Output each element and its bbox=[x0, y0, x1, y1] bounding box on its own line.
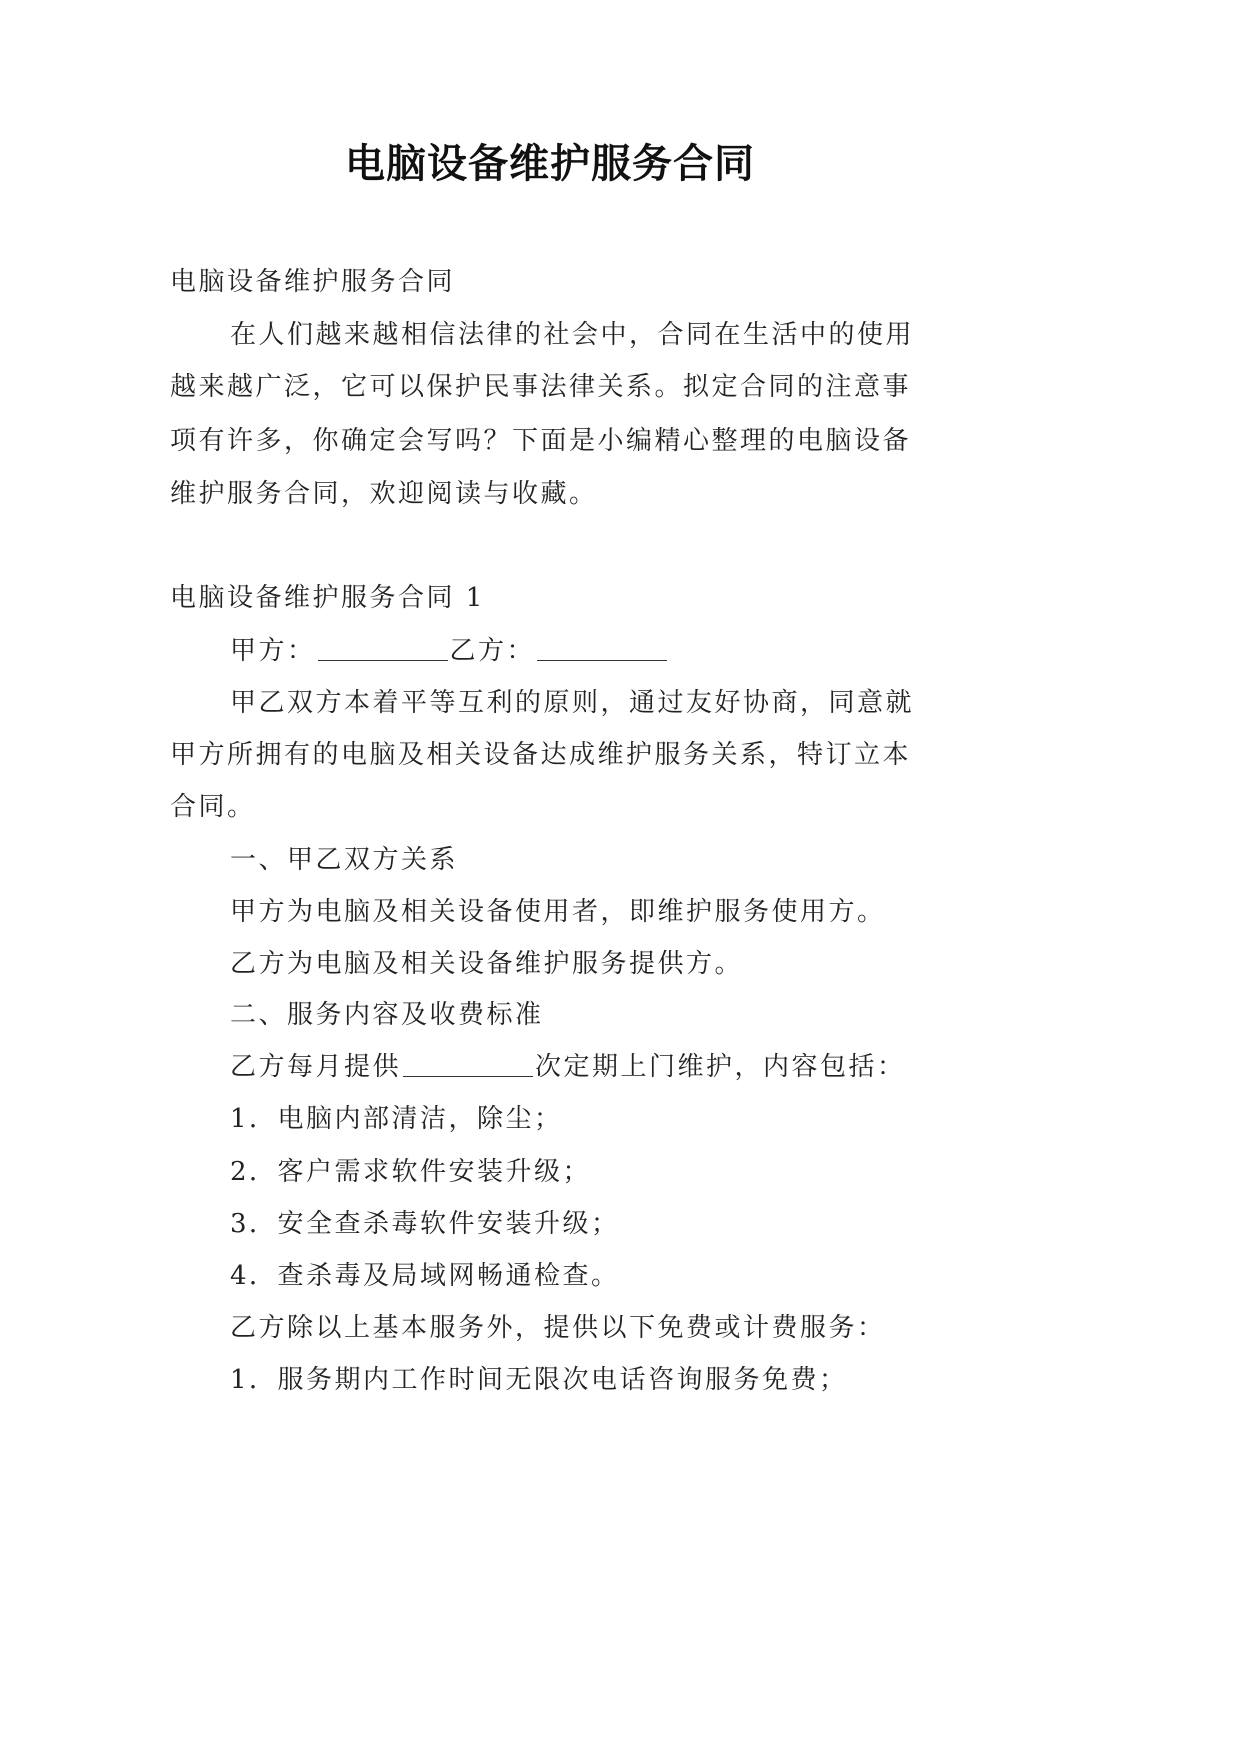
visit-suffix: 次定期上门维护，内容包括： bbox=[535, 1052, 906, 1082]
visit-prefix: 乙方每月提供 bbox=[230, 1052, 402, 1082]
preamble-line-3: 合同。 bbox=[170, 792, 256, 822]
section-heading: 电脑设备维护服务合同 1 bbox=[170, 583, 485, 613]
preamble-line-2: 甲方所拥有的电脑及相关设备达成维护服务关系，特订立本 bbox=[170, 740, 912, 770]
intro-line-1: 在人们越来越相信法律的社会中，合同在生活中的使用 bbox=[230, 320, 915, 350]
clause1-line-2: 乙方为电脑及相关设备维护服务提供方。 bbox=[230, 949, 744, 979]
extra-item-1: 1．服务期内工作时间无限次电话咨询服务免费； bbox=[230, 1365, 848, 1395]
party-a-label: 甲方： bbox=[230, 636, 316, 666]
preamble-line-1: 甲乙双方本着平等互利的原则，通过友好协商，同意就 bbox=[230, 688, 915, 718]
basic-item-3: 3．安全查杀毒软件安装升级； bbox=[230, 1209, 620, 1239]
party-b-blank bbox=[537, 634, 667, 661]
basic-item-4: 4．查杀毒及局域网畅通检查。 bbox=[230, 1261, 620, 1291]
document-title: 电脑设备维护服务合同 bbox=[345, 140, 755, 187]
visit-frequency-line bbox=[230, 1050, 906, 1084]
visit-count-blank bbox=[403, 1050, 533, 1077]
basic-item-2: 2．客户需求软件安装升级； bbox=[230, 1157, 592, 1187]
clause1-heading: 一、甲乙双方关系 bbox=[230, 845, 459, 875]
party-a-blank bbox=[318, 634, 448, 661]
party-b-label: 乙方： bbox=[449, 636, 536, 666]
intro-line-2: 越来越广泛，它可以保护民事法律关系。拟定合同的注意事 bbox=[170, 372, 912, 402]
clause2-heading: 二、服务内容及收费标准 bbox=[230, 1000, 544, 1030]
extra-services-intro: 乙方除以上基本服务外，提供以下免费或计费服务： bbox=[230, 1313, 886, 1343]
document-subtitle: 电脑设备维护服务合同 bbox=[170, 267, 456, 297]
clause1-line-1: 甲方为电脑及相关设备使用者，即维护服务使用方。 bbox=[230, 897, 886, 927]
intro-line-3: 项有许多，你确定会写吗？下面是小编精心整理的电脑设备 bbox=[170, 426, 912, 456]
basic-item-1: 1．电脑内部清洁，除尘； bbox=[230, 1104, 563, 1134]
intro-line-4: 维护服务合同，欢迎阅读与收藏。 bbox=[170, 479, 598, 509]
parties-line bbox=[230, 634, 669, 668]
